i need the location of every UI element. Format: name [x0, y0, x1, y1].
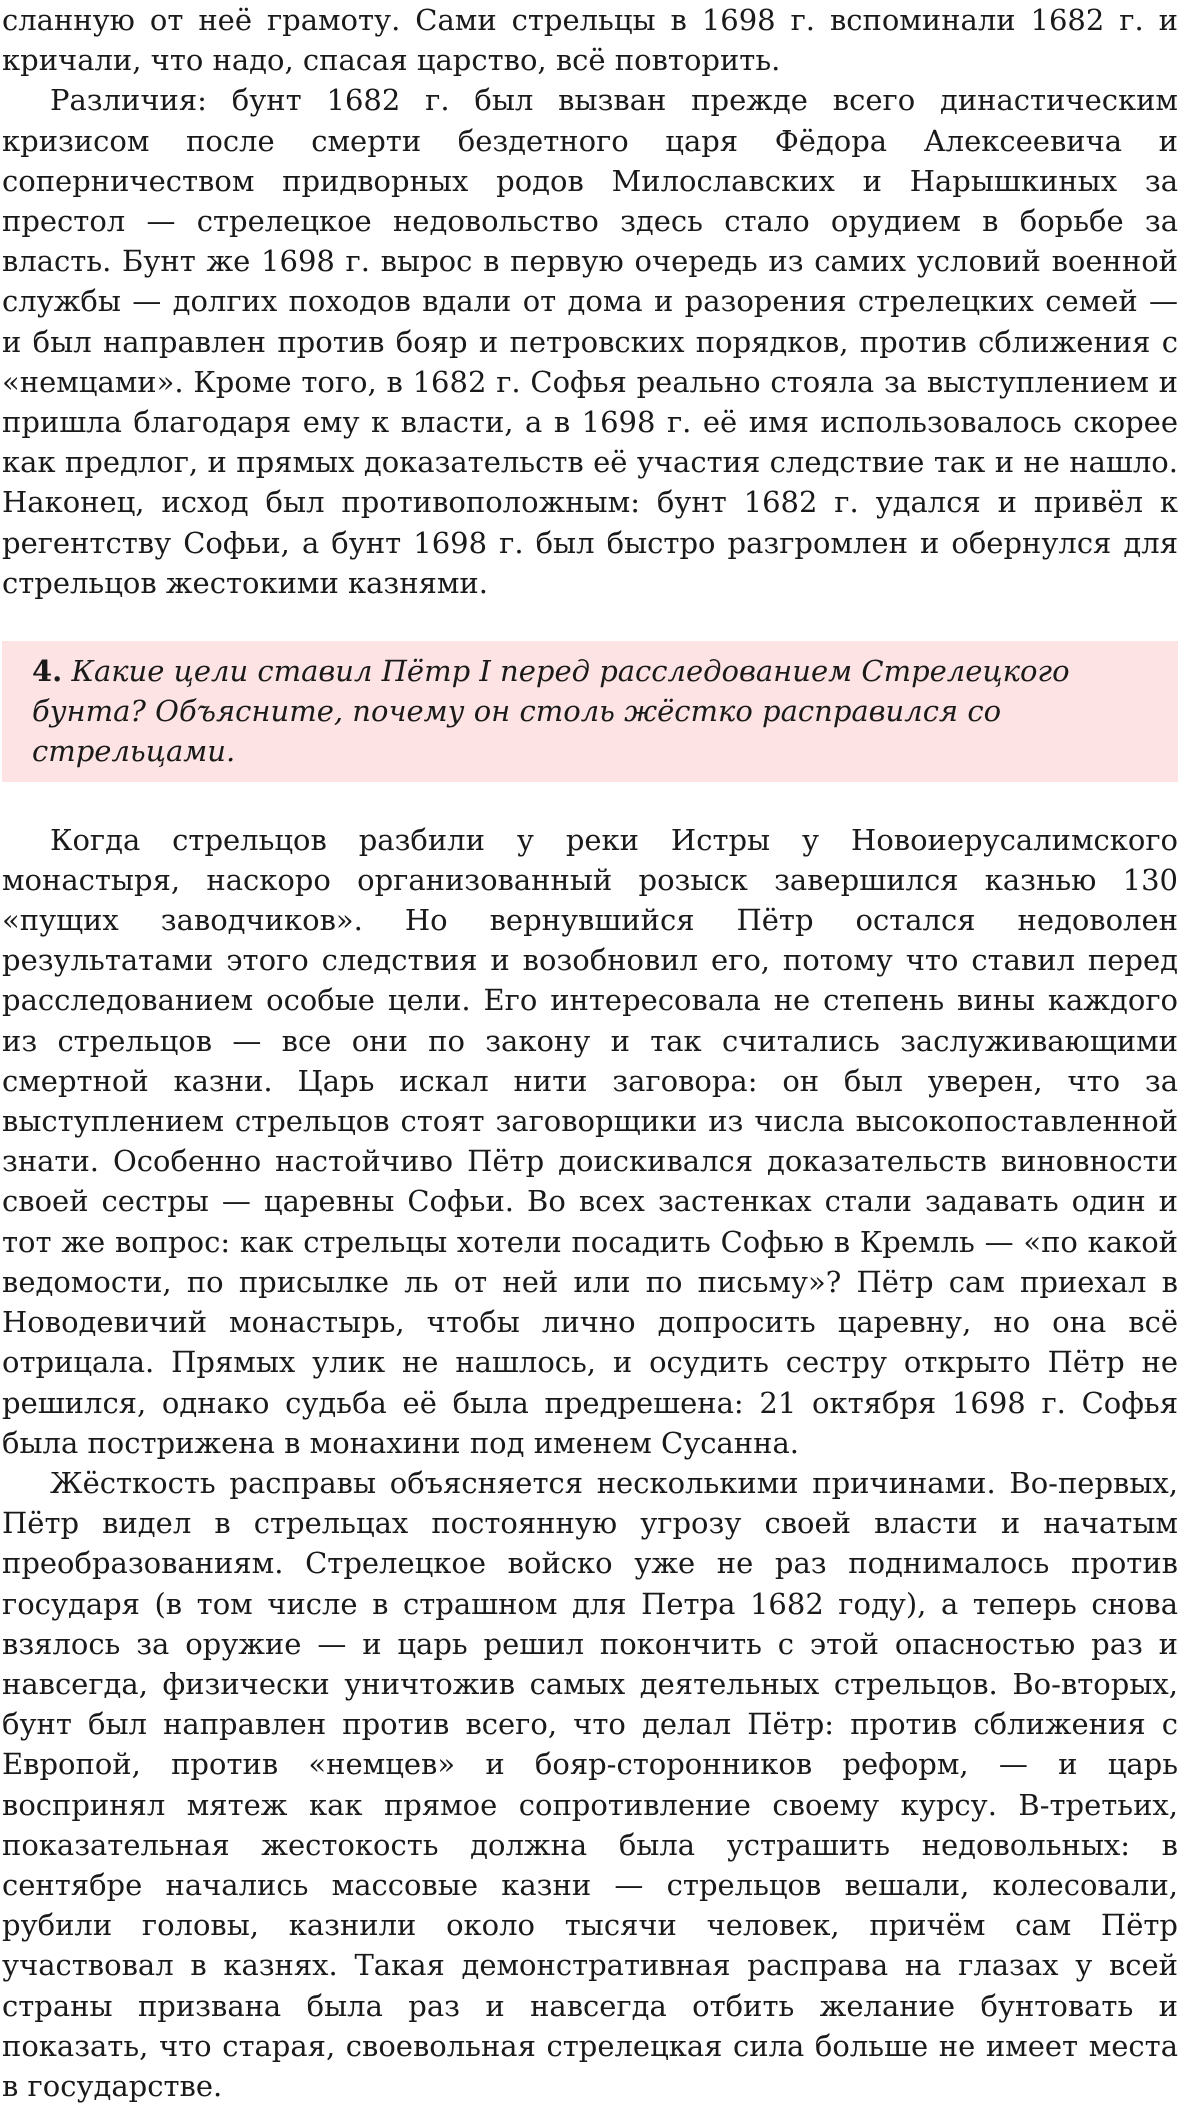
paragraph-investigation: Когда стрельцов разбили у реки Истры у Новоиерусалимского монастыря, наскоро организованный розыск завершился казнью 130 «пущих заводчиков». Но вернувшийся Пётр остался недоволен результатами этого следствия и возобновил его, потому что ставил перед расследованием особые цели. Его интересовала не степень вины каждого из стрельцов — все они по закону и так считались заслуживающими смертной казни. Царь искал нити заговора: он был уверен, что за выступлением стрельцов стоят заговорщики из числа высокопоставленной знати. Особенно настойчиво Пётр доискивался доказательств виновности своей сестры — царевны Софьи. Во всех застенках стали задавать один и тот же вопрос: как стрельцы хотели посадить Софью в Кремль — «по какой ведомости, по присылке ль от ней или по письму»? Пётр сам приехал в Новодевичий монастырь, чтобы лично допросить царевну, но она всё отрицала. Прямых улик не нашлось, и осудить сестру открыто Пётр не решился, однако судьба её была предрешена: 21 октября 1698 г. Софья была пострижена в монахини под именем Сусанна.	[2, 822, 1178, 1460]
paragraph-continuation: сланную от неё грамоту. Сами стрельцы в 1698 г. вспоминали 1682 г. и кричали, что надо, спасая царство, всё повторить.	[2, 3, 1178, 78]
paragraph-differences: Различия: бунт 1682 г. был вызван прежде всего династическим кризисом после смерти бездетного царя Фёдора Алексеевича и соперничеством придворных родов Милославских и Нарышкиных за престол — стрелецкое недовольство здесь стало орудием в борьбе за власть. Бунт же 1698 г. вырос в первую очередь из самих условий военной службы — долгих походов вдали от дома и разорения стрелецких семей — и был направлен против бояр и петровских порядков, против сближения с «немцами». Кроме того, в 1682 г. Софья реально стояла за выступлением и пришла благодаря ему к власти, а в 1698 г. её имя использовалось скорее как предлог, и прямых доказательств её участия следствие так и не нашло. Наконец, исход был противоположным: бунт 1682 г. удался и привёл к регентству Софьи, а бунт 1698 г. был быстро разгромлен и обернулся для стрельцов жестокими казнями.	[2, 83, 1178, 600]
paragraph-reasons: Жёсткость расправы объясняется несколькими причинами. Во-первых, Пётр видел в стрельцах постоянную угрозу своей власти и начатым преобразованиям. Стрелецкое войско уже не раз поднималось против государя (в том числе в страшном для Петра 1682 году), а теперь снова взялось за оружие — и царь решил покончить с этой опасностью раз и навсегда, физически уничтожив самых деятельных стрельцов. Во-вторых, бунт был направлен против всего, что делал Пётр: против сближения с Европой, против «немцев» и бояр-сторонников реформ, — и царь воспринял мятеж как прямое сопротивление своему курсу. В-третьих, показательная жестокость должна была устрашить недовольных: в сентябре начались массовые казни — стрельцов вешали, колесовали, рубили головы, казнили около тысячи человек, причём сам Пётр участвовал в казнях. Такая демонстративная расправа на глазах у всей страны призвана была раз и навсегда отбить желание бунтовать и показать, что старая, своевольная стрелецкая сила больше не имеет места в государстве.	[2, 1465, 1178, 2103]
question-number: 4.	[32, 654, 63, 689]
question-text: Какие цели ставил Пётр I перед расследованием Стрелецкого бунта? Объясните, почему он столь жёстко расправился со стрельцами.	[32, 654, 1070, 769]
question-block	[2, 641, 1178, 782]
